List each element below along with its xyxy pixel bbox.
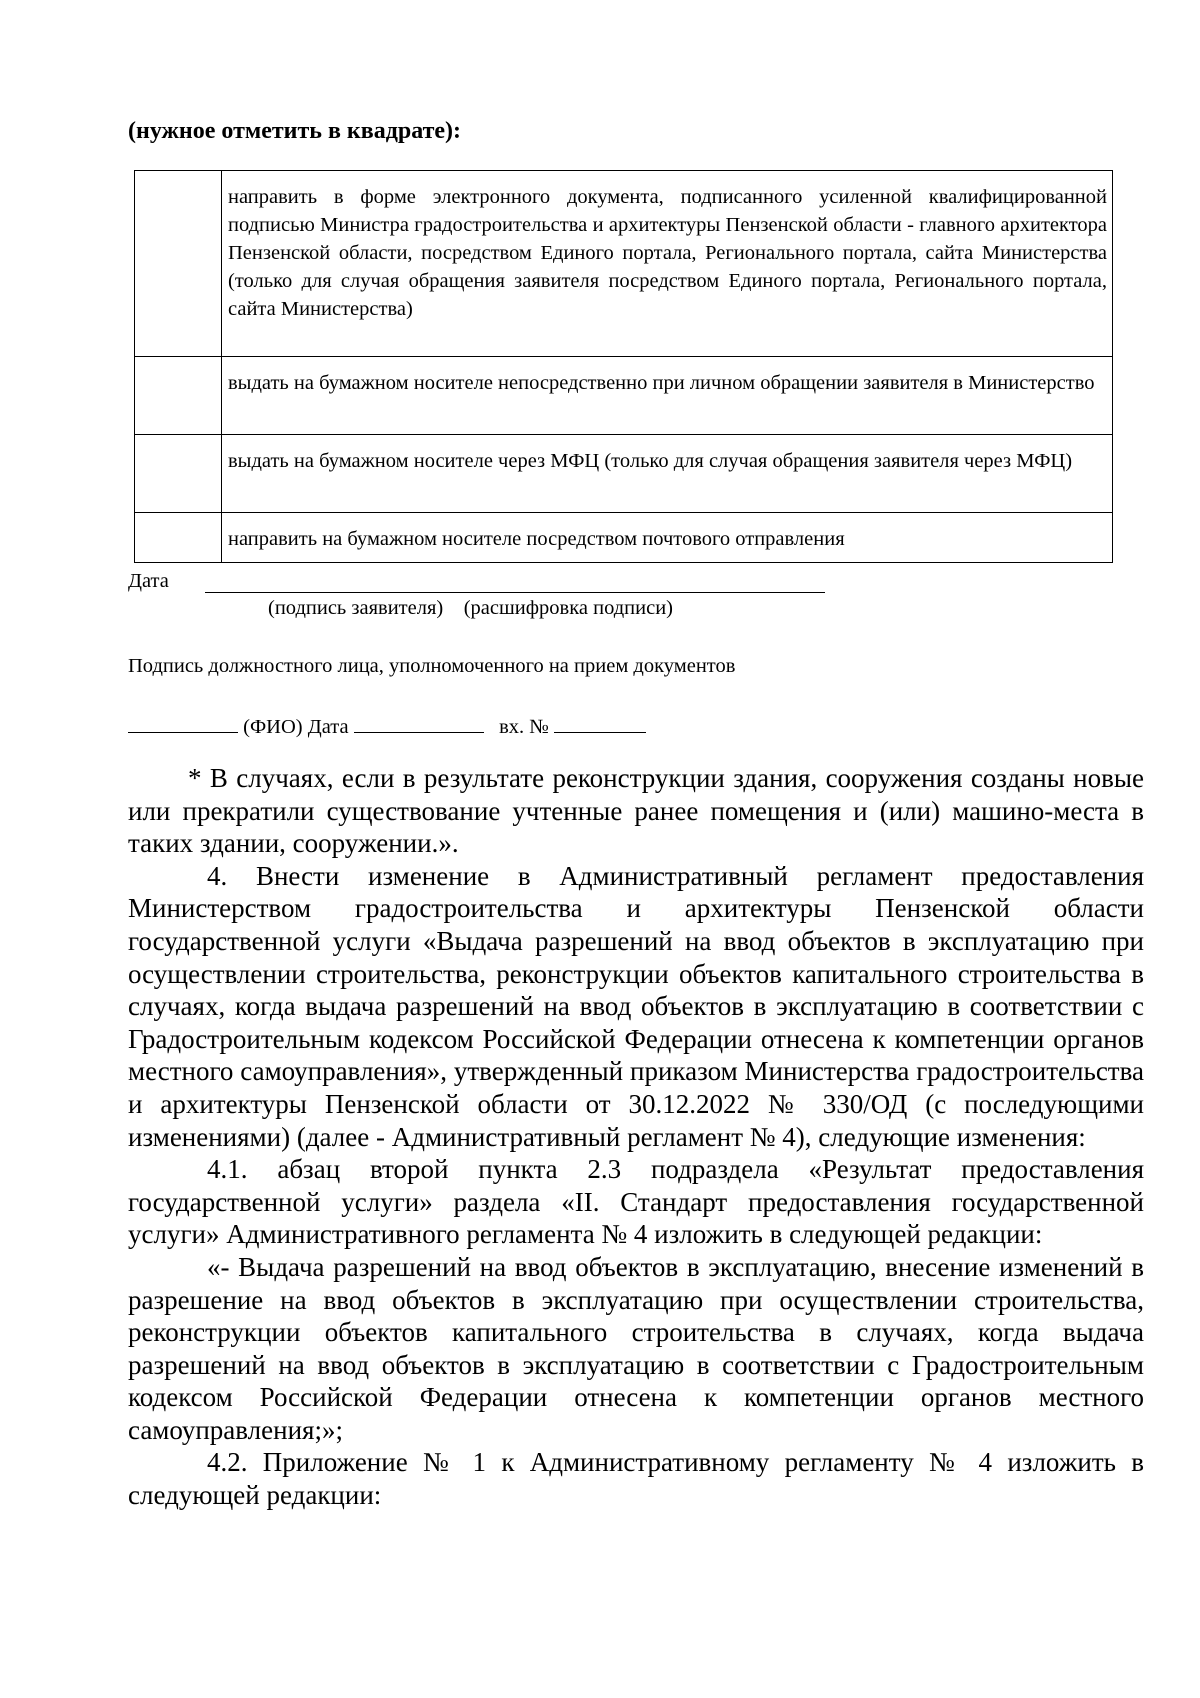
signature-captions [268, 594, 673, 622]
amendment-paragraph-4: 4. Внести изменение в Административный регламент предоставления Министерством градостроительства и архитектуры Пензенской области государственной услуги «Выдача разрешений на ввод объектов в эксплуатацию при осуществлении строительства, реконструкции объектов капитального строительства в случаях, когда выдача разрешений на ввод объектов в эксплуатацию в соответствии с Градостроительным кодексом Российской Федерации отнесена к компетенции органов местного самоуправления», утвержденный приказом Министерства градостроительства и архитектуры Пензенской области от 30.12.2022 № 330/ОД (с последующими изменениями) (далее - Административный регламент № 4), следующие изменения: [128, 860, 1144, 1152]
incoming-number-label: вх. № [499, 716, 549, 738]
option-row [135, 513, 1113, 563]
option-checkbox-post[interactable] [135, 513, 222, 563]
option-row [135, 171, 1113, 357]
date-label: Дата [128, 570, 169, 592]
option-row [135, 435, 1113, 513]
option-checkbox-electronic[interactable] [135, 171, 222, 357]
incoming-number-blank [554, 710, 646, 733]
option-checkbox-paper-mfc[interactable] [135, 435, 222, 513]
option-checkbox-paper-ministry[interactable] [135, 357, 222, 435]
date-blank [354, 710, 484, 733]
signature-underline [205, 592, 825, 593]
option-label: направить в форме электронного документа, подписанного усиленной квалифицированной подписью Министра градостроительства и архитектуры Пензенской области - главного архитектора Пензенской области, посредством Единого портала, Регионального портала, сайта Министерства (только для случая обращения заявителя посредством Единого портала, Регионального портала, сайта Министерства) [222, 171, 1113, 357]
option-label: выдать на бумажном носителе через МФЦ (только для случая обращения заявителя через МФЦ) [222, 435, 1113, 513]
signature-decoding-caption: (расшифровка подписи) [463, 597, 673, 619]
option-row [135, 357, 1113, 435]
amendment-paragraph-4-2: 4.2. Приложение № 1 к Административному регламенту № 4 изложить в следующей редакции: [128, 1447, 1144, 1511]
options-heading: (нужное отметить в квадрате): [128, 118, 461, 144]
option-label: выдать на бумажном носителе непосредственно при личном обращении заявителя в Министерство [222, 357, 1113, 435]
option-label: направить на бумажном носителе посредством почтового отправления [222, 513, 1113, 563]
fio-blank [128, 710, 238, 733]
amendment-paragraph-4-1: 4.1. абзац второй пункта 2.3 подраздела «Результат предоставления государственной услуги» раздела «II. Стандарт предоставления государственной услуги» Административного регламента № 4 изложить в следующей редакции: [128, 1154, 1144, 1250]
fio-date-label: (ФИО) Дата [243, 716, 349, 738]
applicant-signature-caption: (подпись заявителя) [268, 597, 444, 619]
official-signature-label: Подпись должностного лица, уполномоченного на прием документов [128, 655, 736, 677]
fio-date-number-line [128, 710, 646, 741]
document-body [128, 762, 1144, 1512]
amendment-quote-paragraph: «- Выдача разрешений на ввод объектов в эксплуатацию, внесение изменений в разрешение на ввод объектов в эксплуатацию при осуществлении строительства, реконструкции объектов капитального строительства в случаях, когда выдача разрешений на ввод объектов в эксплуатацию в соответствии с Градостроительным кодексом Российской Федерации отнесена к компетенции органов местного самоуправления;»; [128, 1251, 1144, 1445]
delivery-options-table [134, 170, 1113, 563]
footnote-paragraph: * В случаях, если в результате реконструкции здания, сооружения созданы новые или прекратили существование учтенные ранее помещения и (или) машино-места в таких здании, сооружении.». [128, 763, 1144, 859]
